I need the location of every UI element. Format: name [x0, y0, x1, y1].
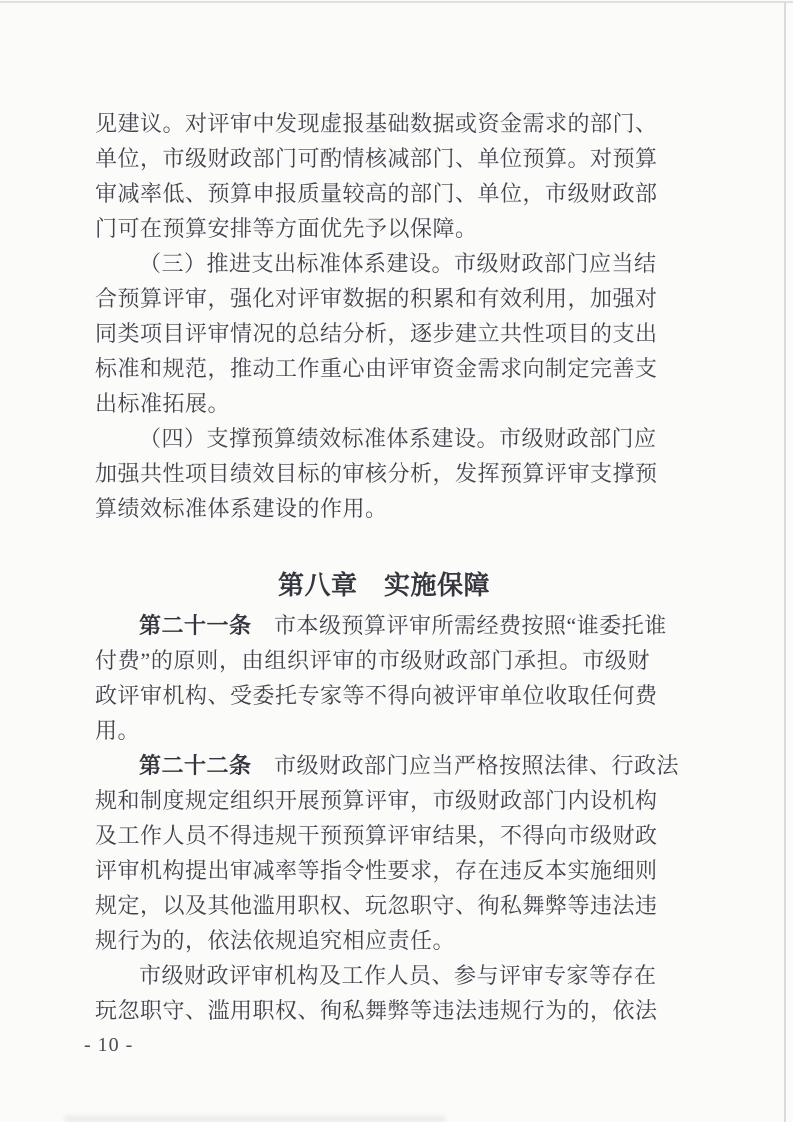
- scan-edge-top: [0, 1, 793, 3]
- text-line: （四）支撑预算绩效标准体系建设。市级财政部门应: [139, 426, 657, 451]
- paragraph: [95, 958, 658, 1028]
- text-line: 见建议。对评审中发现虚报基础数据或资金需求的部门、: [95, 111, 658, 136]
- text-line: 用。: [95, 718, 141, 743]
- text-line: 同类项目评审情况的总结分析，逐步建立共性项目的支出: [95, 321, 658, 346]
- article-paragraph: [95, 608, 667, 748]
- paragraph: [95, 106, 658, 246]
- text-line: 加强共性项目绩效目标的审核分析，发挥预算评审支撑预: [95, 461, 658, 486]
- text-line: 审减率低、预算申报质量较高的部门、单位，市级财政部: [95, 181, 658, 206]
- text-line: 付费”的原则，由组织评审的市级财政部门承担。市级财: [95, 648, 650, 673]
- text-line: 规定，以及其他滥用职权、玩忽职守、徇私舞弊等违法违: [95, 893, 658, 918]
- text-line: 合预算评审，强化对评审数据的积累和有效利用，加强对: [95, 286, 658, 311]
- article-paragraph: [95, 748, 680, 958]
- document-text-block: [95, 106, 680, 1028]
- text-line: 玩忽职守、滥用职权、徇私舞弊等违法违规行为的，依法: [95, 998, 658, 1023]
- text-line: 算绩效标准体系建设的作用。: [95, 496, 388, 521]
- text-line: 第二十一条 市本级预算评审所需经费按照“谁委托谁: [139, 613, 667, 638]
- scan-artifact-bottom: [65, 1116, 445, 1122]
- text-line: 门可在预算安排等方面优先予以保障。: [95, 216, 478, 241]
- page-number: - 10 -: [84, 1034, 134, 1056]
- chapter-heading: [118, 568, 650, 603]
- text-line: 第二十二条 市级财政部门应当严格按照法律、行政法: [139, 753, 680, 778]
- text-line: 评审机构提出审减率等指令性要求，存在违反本实施细则: [95, 858, 658, 883]
- text-line: 规和制度规定组织开展预算评审，市级财政部门内设机构: [95, 788, 658, 813]
- text-line: 单位，市级财政部门可酌情核减部门、单位预算。对预算: [95, 146, 658, 171]
- paragraph: [95, 421, 658, 526]
- text-line: 标准和规范，推动工作重心由评审资金需求向制定完善支: [95, 356, 658, 381]
- text-line: 出标准拓展。: [95, 391, 231, 416]
- text-line: 规行为的，依法依规追究相应责任。: [95, 928, 456, 953]
- chapter-heading-text: 第八章 实施保障: [277, 570, 490, 600]
- paragraph: [95, 246, 658, 421]
- article-number: 第二十一条: [139, 613, 252, 638]
- article-number: 第二十二条: [139, 753, 252, 778]
- text-line: （三）推进支出标准体系建设。市级财政部门应当结: [139, 251, 657, 276]
- scan-edge-right: [784, 2, 786, 1122]
- text-line: 市级财政评审机构及工作人员、参与评审专家等存在: [139, 963, 657, 988]
- text-line: 及工作人员不得违规干预预算评审结果，不得向市级财政: [95, 823, 658, 848]
- text-line: 政评审机构、受委托专家等不得向被评审单位收取任何费: [95, 683, 658, 708]
